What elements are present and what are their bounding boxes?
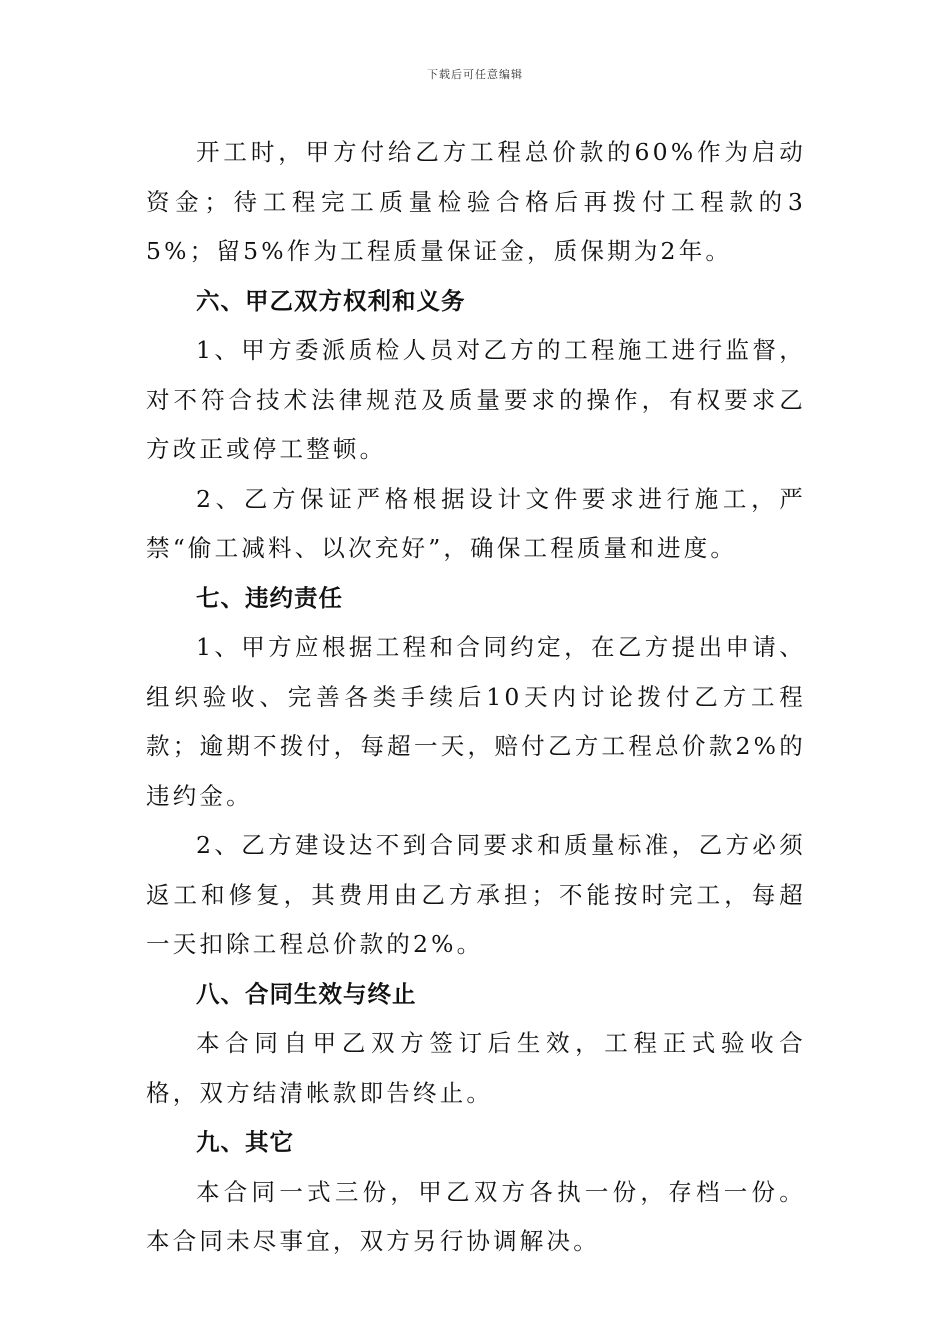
section-heading-rights-obligations: 六、甲乙双方权利和义务 <box>196 286 466 315</box>
other-paragraph: 本合同一式三份，甲乙双方各执一份，存档一份。本合同未尽事宜，双方另行协调解决。 <box>146 1177 806 1255</box>
document-body <box>146 128 806 1267</box>
section-heading-breach-liability: 七、违约责任 <box>196 583 343 612</box>
payment-terms-paragraph: 开工时，甲方付给乙方工程总价款的60%作为启动资金；待工程完工质量检验合格后再拨付工程款的35%；留5%作为工程质量保证金，质保期为2年。 <box>146 138 806 265</box>
header-note: 下载后可任意编辑 <box>427 68 523 81</box>
rights-clause-2: 2、乙方保证严格根据设计文件要求进行施工，严禁“偷工减料、以次充好”，确保工程质量和进度。 <box>146 484 806 562</box>
section-heading-effect-termination: 八、合同生效与终止 <box>196 979 417 1008</box>
liability-clause-1: 1、甲方应根据工程和合同约定，在乙方提出申请、组织验收、完善各类手续后10天内讨论拨付乙方工程款；逾期不拨付，每超一天，赔付乙方工程总价款2%的违约金。 <box>146 633 806 810</box>
section-heading-other: 九、其它 <box>196 1128 294 1156</box>
effect-termination-paragraph: 本合同自甲乙双方签订后生效，工程正式验收合格，双方结清帐款即告终止。 <box>146 1029 806 1107</box>
rights-clause-1: 1、甲方委派质检人员对乙方的工程施工进行监督，对不符合技术法律规范及质量要求的操作，有权要求乙方改正或停工整顿。 <box>146 336 806 463</box>
liability-clause-2: 2、乙方建设达不到合同要求和质量标准，乙方必须返工和修复，其费用由乙方承担；不能按时完工，每超一天扣除工程总价款的2%。 <box>146 831 806 958</box>
